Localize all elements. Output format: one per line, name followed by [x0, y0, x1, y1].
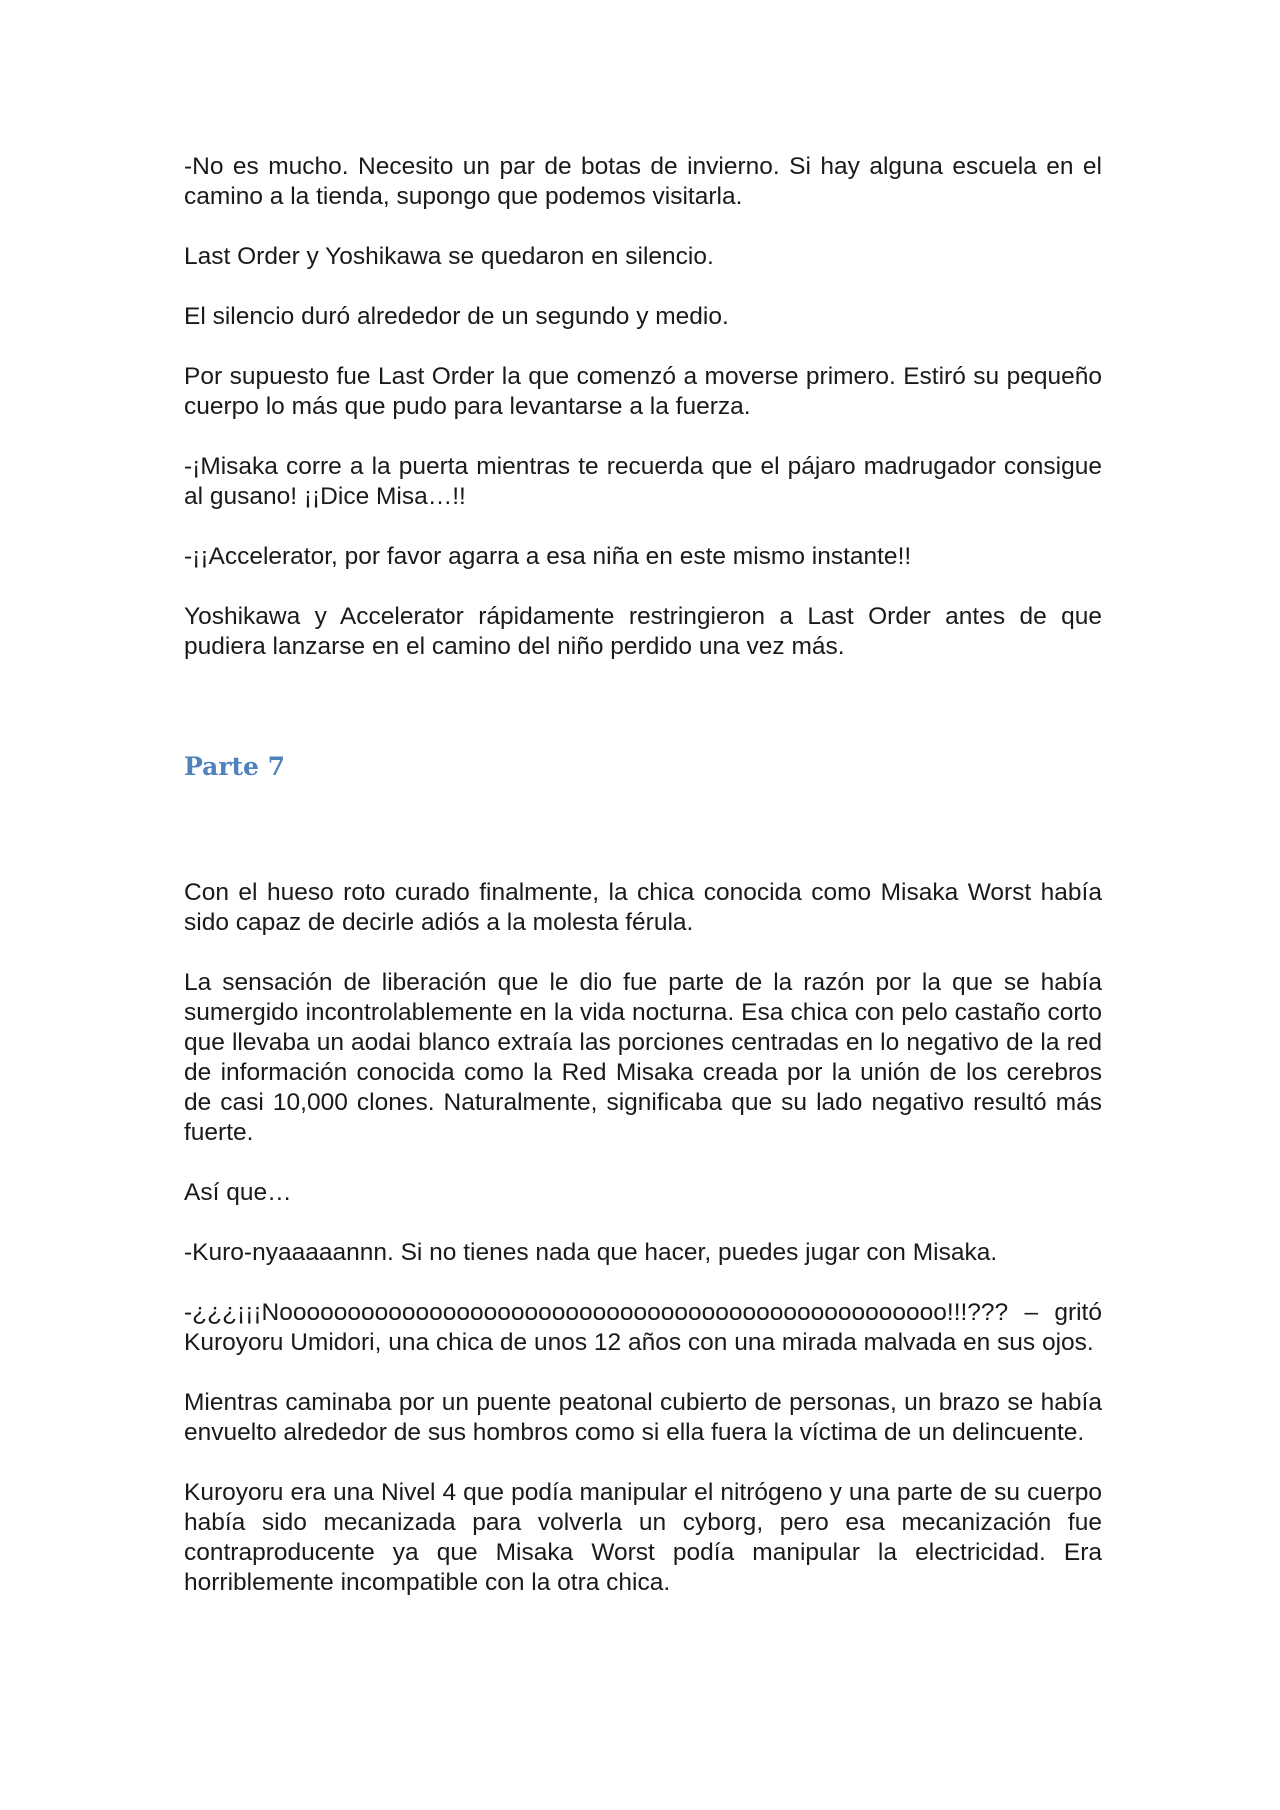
paragraph: El silencio duró alrededor de un segundo y medio. [184, 303, 729, 330]
paragraph: Con el hueso roto curado finalmente, la chica conocida como Misaka Worst había sido capaz de decirle adiós a la molesta férula. [184, 879, 1102, 936]
paragraph: -¿¿¿¡¡¡Nooooooooooooooooooooooooooooooooooooooooooooooooo!!!??? – gritó Kuroyoru Umidori, una chica de unos 12 años con una mirada malvada en sus ojos. [184, 1299, 1102, 1356]
section-heading: Parte 7 [184, 752, 286, 781]
paragraph: -¡Misaka corre a la puerta mientras te recuerda que el pájaro madrugador consigue al gusano! ¡¡Dice Misa…!! [184, 453, 1102, 510]
section-1-text [184, 152, 1102, 692]
paragraph: Kuroyoru era una Nivel 4 que podía manipular el nitrógeno y una parte de su cuerpo había sido mecanizada para volverla un cyborg, pero esa mecanización fue contraproducente ya que Misaka Worst podía manipular la electricidad. Era horriblemente incompatible con la otra chica. [184, 1479, 1102, 1596]
paragraph: -Kuro-nyaaaaannn. Si no tienes nada que hacer, puedes jugar con Misaka. [184, 1239, 998, 1266]
paragraph: Así que… [184, 1179, 292, 1206]
paragraph: -¡¡Accelerator, por favor agarra a esa niña en este mismo instante!! [184, 543, 912, 570]
paragraph: Yoshikawa y Accelerator rápidamente restringieron a Last Order antes de que pudiera lanzarse en el camino del niño perdido una vez más. [184, 603, 1102, 660]
paragraph: Last Order y Yoshikawa se quedaron en silencio. [184, 243, 714, 270]
paragraph: La sensación de liberación que le dio fue parte de la razón por la que se había sumergido incontrolablemente en la vida nocturna. Esa chica con pelo castaño corto que llevaba un aodai blanco extraía las porciones centradas en lo negativo de la red de información conocida como la Red Misaka creada por la unión de los cerebros de casi 10,000 clones. Naturalmente, significaba que su lado negativo resultó más fuerte. [184, 969, 1102, 1146]
paragraph: Por supuesto fue Last Order la que comenzó a moverse primero. Estiró su pequeño cuerpo lo más que pudo para levantarse a la fuerza. [184, 363, 1102, 420]
section-2-text [184, 878, 1102, 1628]
paragraph: -No es mucho. Necesito un par de botas de invierno. Si hay alguna escuela en el camino a la tienda, supongo que podemos visitarla. [184, 153, 1102, 210]
paragraph: Mientras caminaba por un puente peatonal cubierto de personas, un brazo se había envuelto alrededor de sus hombros como si ella fuera la víctima de un delincuente. [184, 1389, 1102, 1446]
